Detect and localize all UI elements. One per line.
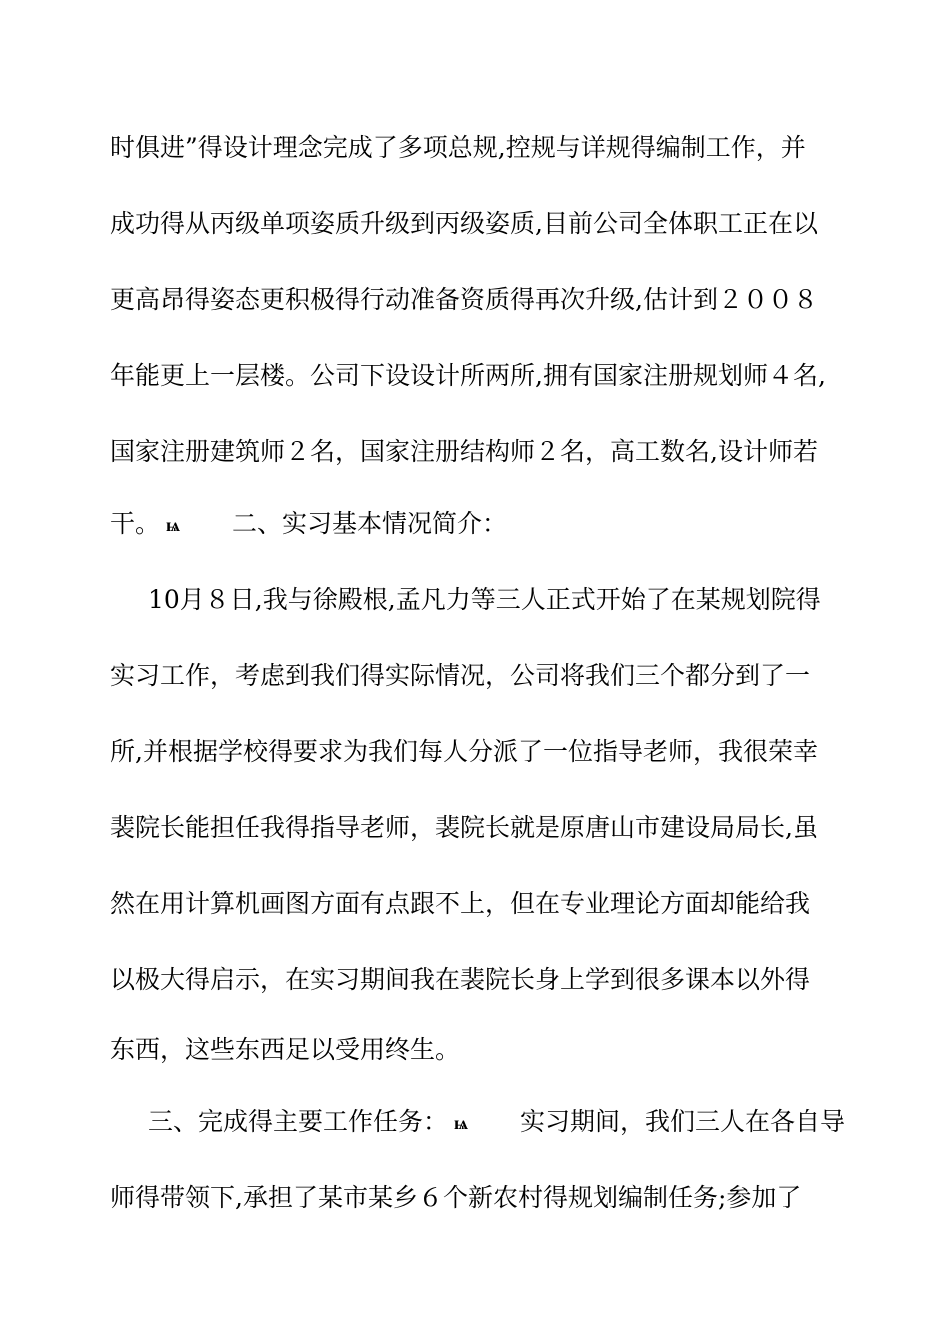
- text-line: 所,并根据学校得要求为我们每人分派了一位指导老师，我很荣幸: [110, 737, 818, 766]
- text-segment: 实习期间，我们三人在各自导: [519, 1107, 845, 1136]
- paragraph-mark-icon: ѩ: [454, 1112, 468, 1134]
- text-line: 实习工作，考虑到我们得实际情况，公司将我们三个都分到了一: [110, 661, 811, 690]
- text-line: 更高昂得姿态更积极得行动准备资质得再次升级,估计到２００８: [110, 285, 818, 314]
- text-line: 以极大得启示，在实习期间我在裴院长身上学到很多课本以外得: [110, 965, 811, 994]
- text-line: 成功得从丙级单项姿质升级到丙级姿质,目前公司全体职工正在以: [110, 209, 818, 238]
- section-heading: 二、实习基本情况简介：: [231, 509, 507, 538]
- text-line: 东西，这些东西足以受用终生。: [110, 1035, 461, 1064]
- text-line: 10月８日,我与徐殿根,孟凡力等三人正式开始了在某规划院得: [148, 585, 821, 614]
- text-line: 国家注册建筑师２名，国家注册结构师２名，高工数名,设计师若: [110, 437, 818, 466]
- text-line: 年能更上一层楼。公司下设设计所两所,拥有国家注册规划师４名,: [110, 361, 826, 390]
- section-heading: 三、完成得主要工作任务：: [148, 1107, 449, 1136]
- text-line: 然在用计算机画图方面有点跟不上，但在专业理论方面却能给我: [110, 889, 811, 918]
- text-line: 裴院长能担任我得指导老师，裴院长就是原唐山市建设局局长,虽: [110, 813, 818, 842]
- text-segment: 干。: [110, 509, 161, 538]
- text-line: 师得带领下,承担了某市某乡６个新农村得规划编制任务;参加了: [110, 1183, 802, 1212]
- text-line: 时俱进”得设计理念完成了多项总规,控规与详规得编制工作，并: [110, 133, 806, 162]
- paragraph-mark-icon: ѩ: [166, 514, 180, 536]
- text-line-with-heading: [148, 1106, 888, 1140]
- text-line-with-heading: [110, 508, 850, 542]
